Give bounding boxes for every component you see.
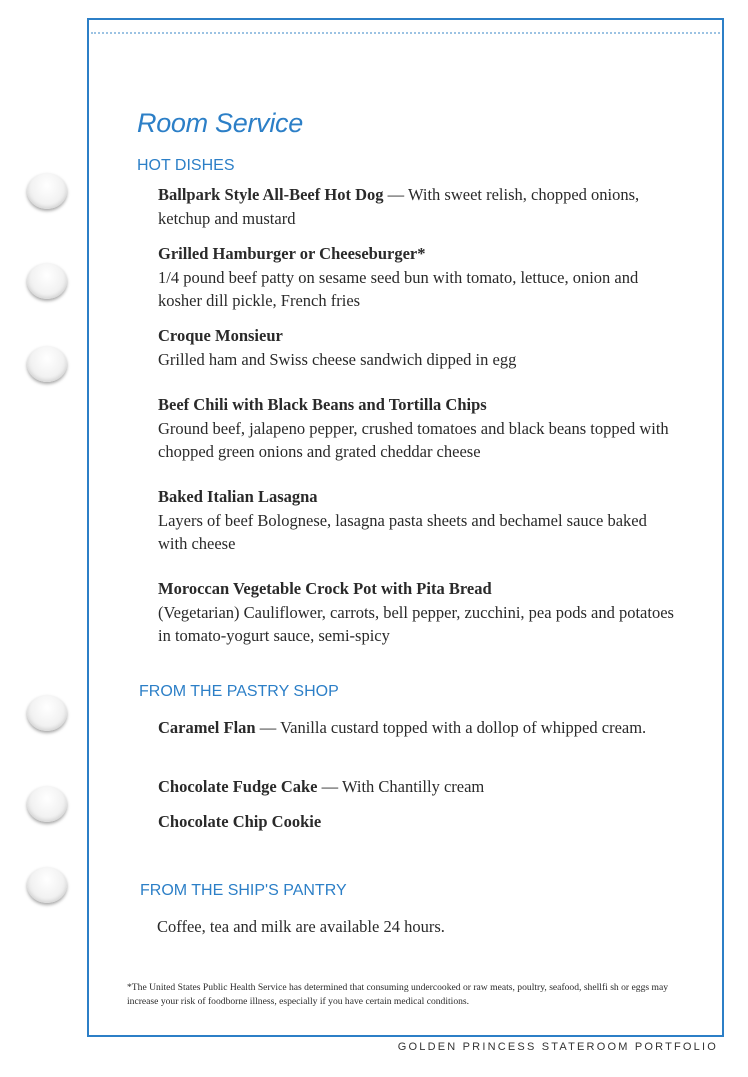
menu-item-description: Grilled ham and Swiss cheese sandwich dipped in egg <box>158 349 517 369</box>
menu-item-separator: — <box>317 777 342 796</box>
binder-hole-icon <box>27 346 67 382</box>
menu-item-chip-cookie <box>158 810 678 834</box>
menu-item-description: With Chantilly cream <box>341 777 485 796</box>
menu-item-description: Ground beef, jalapeno pepper, crushed tomatoes and black beans topped with chopped green onions and grated cheddar cheese <box>158 418 669 461</box>
footer-label: GOLDEN PRINCESS STATEROOM PORTFOLIO <box>397 1041 718 1053</box>
binder-hole-icon <box>27 867 67 903</box>
section-heading-hot-dishes: HOT DISHES <box>137 157 235 174</box>
menu-item-name: Chocolate Fudge Cake <box>158 777 318 796</box>
section-heading-pastry-shop: FROM THE PASTRY SHOP <box>139 683 339 700</box>
menu-item-name: Croque Monsieur <box>158 326 283 345</box>
menu-item-name: Baked Italian Lasagna <box>158 487 318 506</box>
page-title: Room Service <box>137 108 303 138</box>
menu-item-name: Grilled Hamburger or Cheeseburger* <box>158 244 426 263</box>
menu-item-name: Moroccan Vegetable Crock Pot with Pita Bread <box>158 579 492 598</box>
binder-hole-icon <box>27 263 67 299</box>
pantry-note: Coffee, tea and milk are available 24 hours. <box>157 917 445 936</box>
menu-item-separator: — <box>255 718 281 737</box>
menu-item-description: With sweet relish, chopped onions, ketchup and mustard <box>158 185 640 228</box>
menu-item-hot-dog <box>158 183 678 230</box>
menu-item-description: (Vegetarian) Cauliflower, carrots, bell pepper, zucchini, pea pods and potatoes in tomato-yogurt sauce, semi-spicy <box>158 602 674 645</box>
menu-item-separator: — <box>383 185 408 204</box>
binder-hole-icon <box>27 786 67 822</box>
menu-item-caramel-flan <box>158 716 678 740</box>
menu-item-description: Layers of beef Bolognese, lasagna pasta sheets and bechamel sauce baked with cheese <box>158 510 647 553</box>
menu-item-name: Ballpark Style All-Beef Hot Dog <box>158 185 384 204</box>
menu-item-description: 1/4 pound beef patty on sesame seed bun with tomato, lettuce, onion and kosher dill pickle, French fries <box>158 267 639 310</box>
section-heading-ships-pantry: FROM THE SHIP'S PANTRY <box>140 882 347 899</box>
menu-item-crock-pot <box>158 577 678 648</box>
menu-item-lasagna <box>158 485 678 556</box>
menu-item-description: Vanilla custard topped with a dollop of whipped cream. <box>280 718 647 737</box>
menu-item-hamburger <box>158 242 678 313</box>
menu-item-name: Caramel Flan <box>158 718 256 737</box>
binder-hole-icon <box>27 695 67 731</box>
menu-item-name: Chocolate Chip Cookie <box>158 812 322 831</box>
dotted-divider <box>91 32 720 34</box>
binder-hole-icon <box>27 173 67 209</box>
health-footnote: *The United States Public Health Service has determined that consuming undercooked or raw meats, poultry, seafood, shellfi sh or eggs may increase your risk of foodborne illness, especially if you have certain medical conditions. <box>127 982 669 1007</box>
menu-item-beef-chili <box>158 393 678 464</box>
menu-item-name: Beef Chili with Black Beans and Tortilla Chips <box>158 395 487 414</box>
menu-item-fudge-cake <box>158 775 678 799</box>
menu-item-croque-monsieur <box>158 324 678 371</box>
